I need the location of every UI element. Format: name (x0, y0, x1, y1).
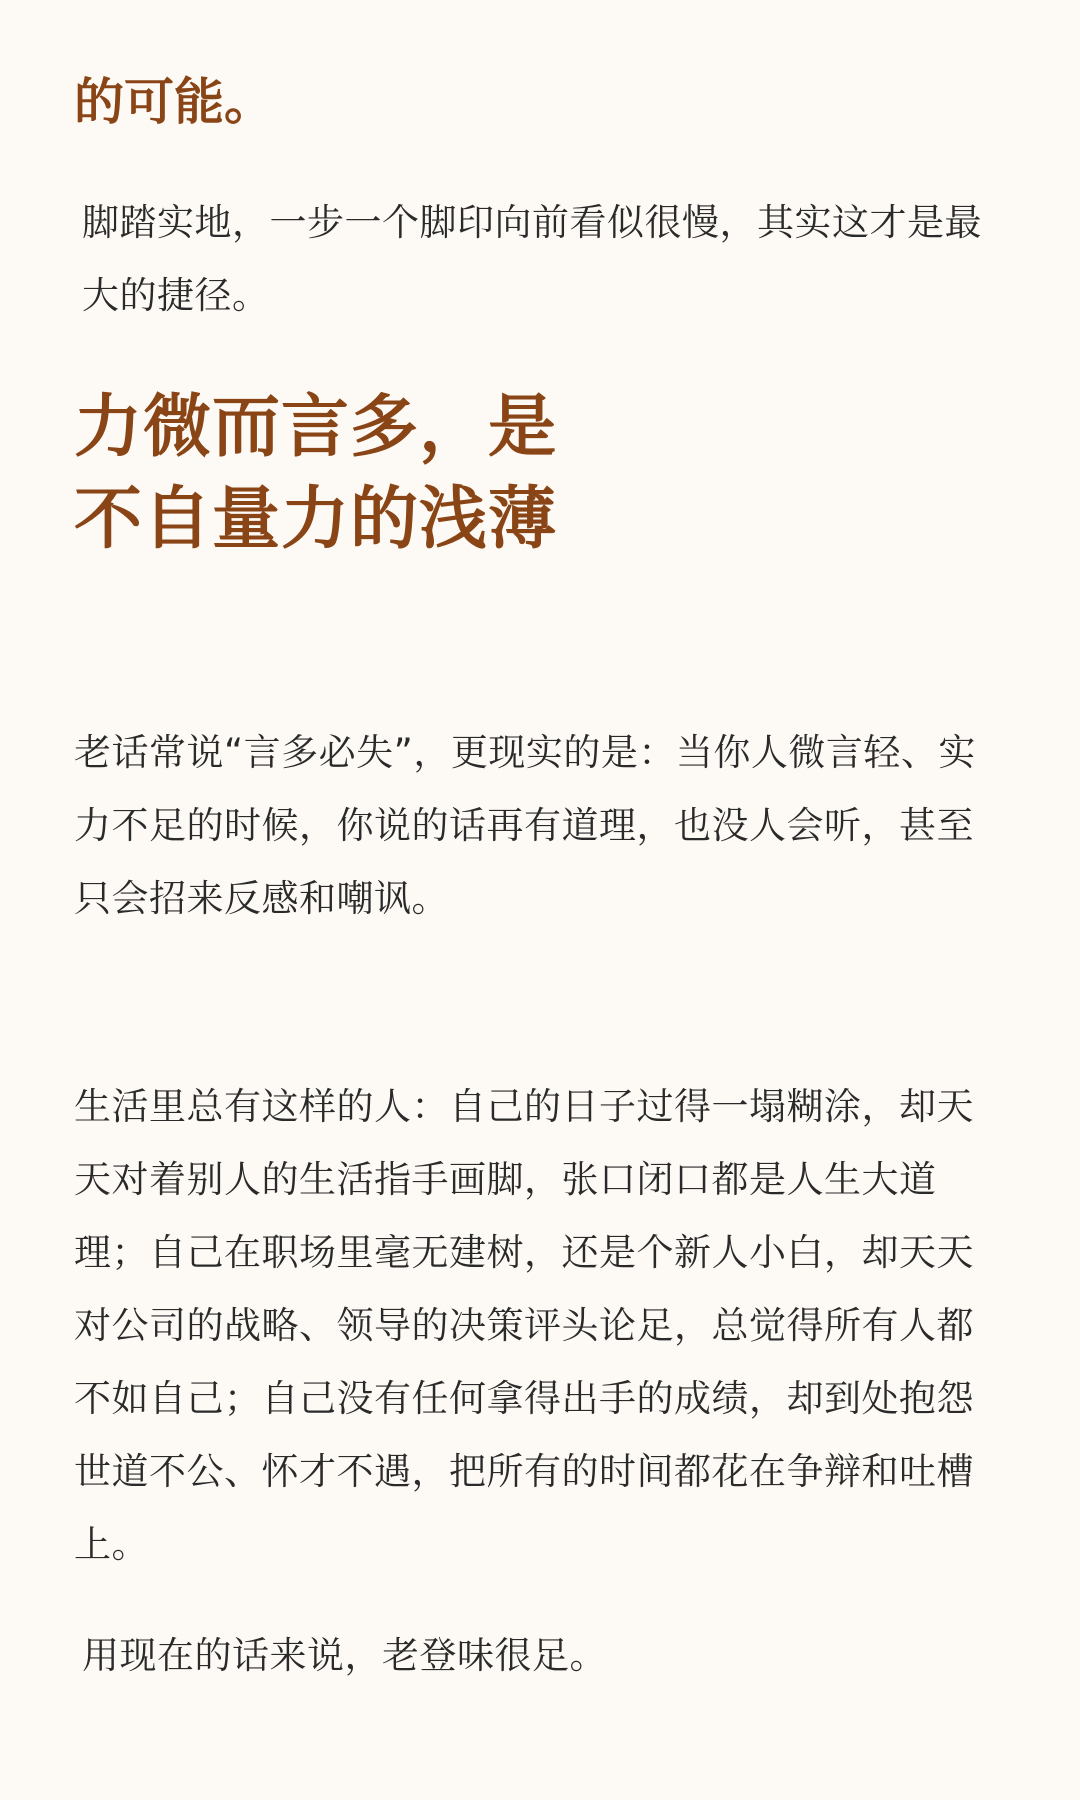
paragraph-1: 脚踏实地，一步一个脚印向前看似很慢，其实这才是最大的捷径。 (82, 201, 982, 317)
section-heading-line-1: 力微而言多，是 (74, 388, 558, 467)
paragraph-4: 用现在的话来说，老登味很足。 (82, 1634, 607, 1677)
fragment-top-text: 的可能。 (74, 73, 274, 131)
section-heading-line-2: 不自量力的浅薄 (74, 480, 558, 559)
paragraph-2: 老话常说“言多必失”，更现实的是：当你人微言轻、实力不足的时候，你说的话再有道理，也没人会听，甚至只会招来反感和嘲讽。 (74, 731, 976, 920)
section-heading (74, 382, 1004, 566)
paragraph-3: 生活里总有这样的人：自己的日子过得一塌糊涂，却天天对着别人的生活指手画脚，张口闭口都是人生大道理；自己在职场里毫无建树，还是个新人小白，却天天对公司的战略、领导的决策评头论足，总觉得所有人都不如自己；自己没有任何拿得出手的成绩，却到处抱怨世道不公、怀才不遇，把所有的时间都花在争辩和吐槽上。 (74, 1085, 974, 1566)
